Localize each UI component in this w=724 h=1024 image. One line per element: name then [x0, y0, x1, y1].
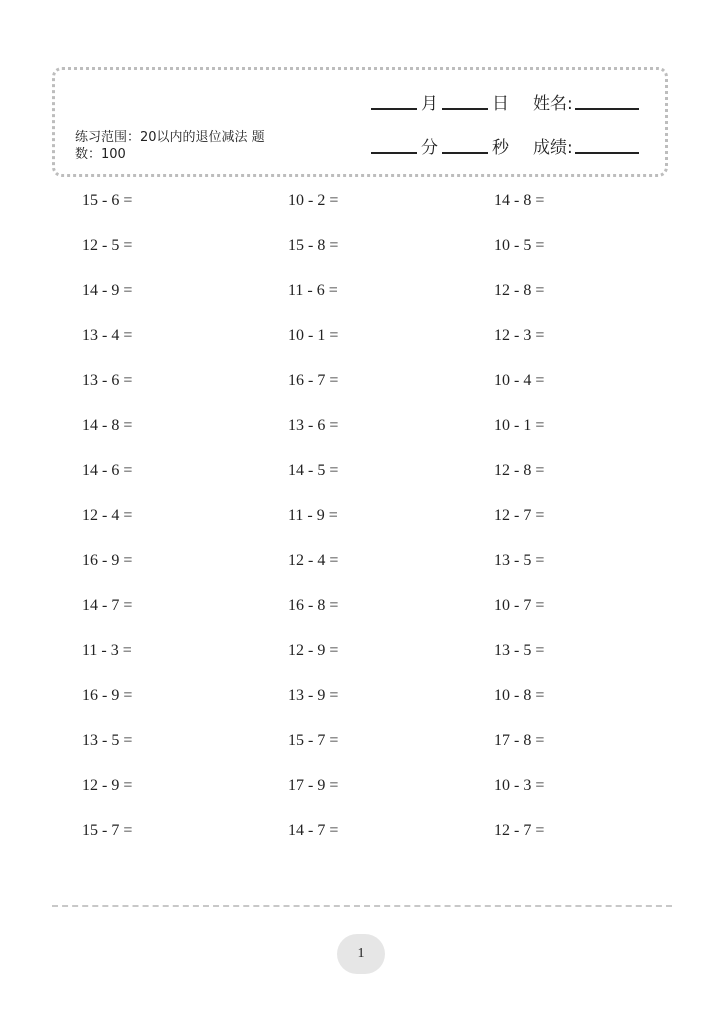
second-blank[interactable] [442, 152, 488, 154]
problem: 15 - 7 = [82, 822, 133, 839]
problem: 12 - 3 = [494, 327, 545, 344]
second-unit: 秒 [492, 138, 509, 158]
time-score-row [371, 134, 639, 158]
problem: 10 - 7 = [494, 597, 545, 614]
problem-row [82, 595, 682, 640]
problem: 12 - 7 = [494, 822, 545, 839]
problem: 13 - 6 = [288, 417, 339, 434]
problem: 14 - 7 = [288, 822, 339, 839]
problem: 10 - 1 = [494, 417, 545, 434]
problem-row [82, 235, 682, 280]
problem: 10 - 4 = [494, 372, 545, 389]
month-blank[interactable] [371, 108, 417, 110]
problem: 16 - 7 = [288, 372, 339, 389]
footer-divider [52, 905, 672, 907]
name-label: 姓名: [533, 94, 573, 114]
problem-row [82, 775, 682, 820]
problem: 14 - 8 = [494, 192, 545, 209]
problem: 14 - 8 = [82, 417, 133, 434]
problem-row [82, 280, 682, 325]
problem: 10 - 1 = [288, 327, 339, 344]
problem-row [82, 415, 682, 460]
problem: 12 - 8 = [494, 282, 545, 299]
problem: 14 - 6 = [82, 462, 133, 479]
problem: 12 - 5 = [82, 237, 133, 254]
problem: 10 - 8 = [494, 687, 545, 704]
problem-row [82, 640, 682, 685]
problem: 15 - 6 = [82, 192, 133, 209]
problem: 12 - 7 = [494, 507, 545, 524]
minute-unit: 分 [421, 138, 438, 158]
problem: 11 - 6 = [288, 282, 338, 299]
problem: 13 - 5 = [82, 732, 133, 749]
problem-row [82, 190, 682, 235]
problem: 16 - 9 = [82, 687, 133, 704]
problem: 13 - 5 = [494, 552, 545, 569]
problem: 13 - 9 = [288, 687, 339, 704]
score-label: 成绩: [533, 138, 573, 158]
problem: 12 - 4 = [82, 507, 133, 524]
problem: 13 - 6 = [82, 372, 133, 389]
problem-row [82, 550, 682, 595]
score-blank[interactable] [575, 152, 639, 154]
problem: 16 - 8 = [288, 597, 339, 614]
worksheet-header [52, 67, 668, 177]
problem: 12 - 9 = [82, 777, 133, 794]
problem: 14 - 7 = [82, 597, 133, 614]
problem: 13 - 4 = [82, 327, 133, 344]
problem-row [82, 460, 682, 505]
problem: 10 - 3 = [494, 777, 545, 794]
day-unit: 日 [492, 94, 509, 114]
problem: 15 - 7 = [288, 732, 339, 749]
minute-blank[interactable] [371, 152, 417, 154]
practice-range-info: 练习范围：20以内的退位减法 题数：100 [75, 130, 265, 162]
problem-row [82, 370, 682, 415]
problem: 12 - 4 = [288, 552, 339, 569]
name-blank[interactable] [575, 108, 639, 110]
month-unit: 月 [421, 94, 438, 114]
problem: 10 - 5 = [494, 237, 545, 254]
date-name-row [371, 90, 639, 114]
problem: 16 - 9 = [82, 552, 133, 569]
problem-row [82, 820, 682, 865]
problem-grid [82, 190, 682, 865]
problem-row [82, 325, 682, 370]
problem-row [82, 505, 682, 550]
problem: 15 - 8 = [288, 237, 339, 254]
problem: 17 - 8 = [494, 732, 545, 749]
problem: 13 - 5 = [494, 642, 545, 659]
page-number-badge: 1 [337, 934, 385, 974]
day-blank[interactable] [442, 108, 488, 110]
problem: 11 - 9 = [288, 507, 338, 524]
problem: 17 - 9 = [288, 777, 339, 794]
problem: 14 - 5 = [288, 462, 339, 479]
problem: 14 - 9 = [82, 282, 133, 299]
problem-row [82, 730, 682, 775]
problem-row [82, 685, 682, 730]
problem: 12 - 9 = [288, 642, 339, 659]
problem: 12 - 8 = [494, 462, 545, 479]
problem: 10 - 2 = [288, 192, 339, 209]
problem: 11 - 3 = [82, 642, 132, 659]
